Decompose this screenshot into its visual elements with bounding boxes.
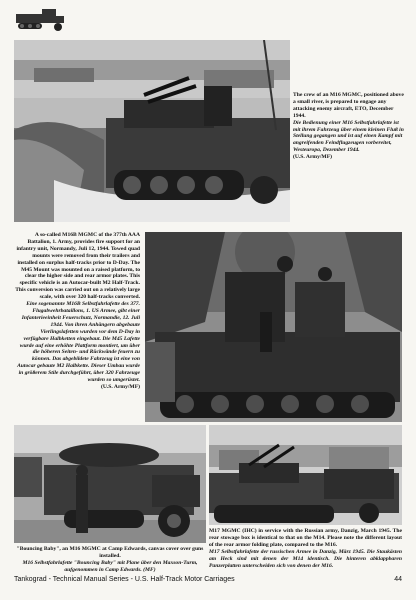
caption-m17-danzig xyxy=(209,528,402,569)
caption-german: M17 Selbstfahrlafette der russischen Armee in Danzig, März 1945. Die Staukästen am Heck sind mit denen der M14 identisch. Die hinteren abklappbaren Panzerplatten unterscheiden sich von denen der M16. xyxy=(209,548,402,569)
caption-english: A so-called M16B MGMC of the 377th AAA Battalion, 1. Army, provides fire support for an infantry unit, Normandy, Juli 12, 1944. Towed quad mounts were removed from their trailers and installed on surplus half-tracks prior to D-Day. The M45 Mount was mounted on a raised platform, to clear the higher side and rear armor plates. This specific vehicle is an Autocar-built M2 Half-Track. This conversion was carried out on a relatively large scale, with over 320 half-tracks converted. xyxy=(15,232,140,301)
caption-english: The crew of an M16 MGMC, positioned above a small river, is prepared to engage any attacking enemy aircraft, ETO, December 1944. xyxy=(293,92,404,119)
caption-english: "Bouncing Baby", an M16 MGMC at Camp Edwards, canvas cover over guns installed. xyxy=(16,546,204,559)
photo-m16-above-river xyxy=(14,40,290,222)
half-track-silhouette-icon xyxy=(12,6,66,32)
page-footer xyxy=(14,576,402,583)
photo-credit: (U.S. Army/MF) xyxy=(101,383,140,390)
caption-german: M16 Selbstfahrlafette "Bouncing Baby" mit Plane über den Maxson-Turm, aufgenommen in Camp Edwards. (MF) xyxy=(22,559,198,573)
series-title: Tankograd - Technical Manual Series - U.S. Half-Track Motor Carriages xyxy=(14,576,235,583)
page-number: 44 xyxy=(394,576,402,583)
photo-bouncing-baby xyxy=(14,425,206,543)
caption-german: Eine sogenannte M16B Selbstfahrlafette des 377. Flugabwehrbataillons, 1. US Armee, gibt einer Infanterieeinheit Feuerschutz, Normandie, 12. Juli 1944. Von ihren Anhängern abgebaute Vierlingslafetten wurden vor dem D-Day in verfügbare Halbketten eingebaut. Die M45 Lafette wurde auf eine erhöhte Plattform montiert, um über die höheren Seiten- und Rückwände feuern zu können. Das abgebildete Fahrzeug ist eine von Autocar gebaute M2 Halbkette. Dieser Umbau wurde in größerem Stile durchgeführt, über 320 Fahrzeuge wurden so umgerüstet. xyxy=(17,301,140,384)
caption-m16b-normandy xyxy=(14,232,140,391)
caption-m16-above-river xyxy=(293,92,405,161)
caption-bouncing-baby xyxy=(14,546,206,574)
photo-m16b-normandy xyxy=(145,232,402,422)
caption-german: Die Bedienung einer M16 Selbstfahrlafette ist mit ihrem Fahrzeug über einem kleinen Fluß in Stellung gegangen und ist auf einen Kampf mit angreifenden Feindflugzeugen vorbereitet, Westeuropa, Dezember 1944. xyxy=(293,119,404,154)
photo-m17-danzig xyxy=(209,425,402,525)
photo-credit: (U.S. Army/MF) xyxy=(293,154,332,161)
caption-english: M17 MGMC (IHC) in service with the Russian army, Danzig, March 1945. The rear stowage box is identical to that on the M14. Please note the different layout of the rear armor folding plate, compared to the M16. xyxy=(209,528,402,548)
